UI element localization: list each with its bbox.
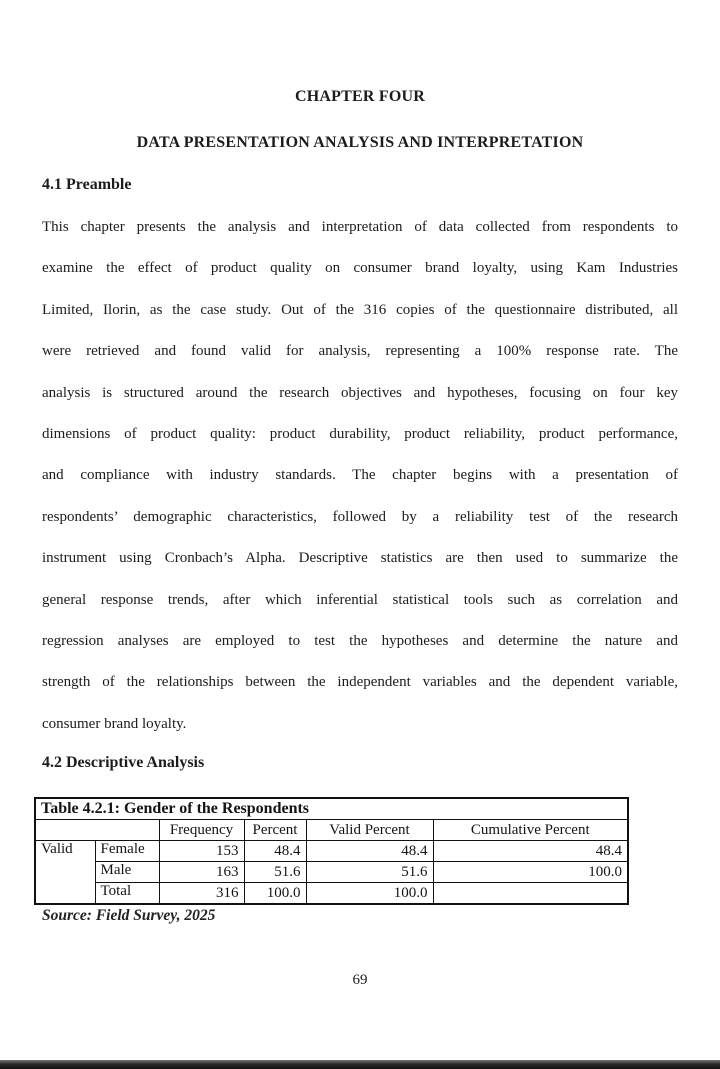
page-number: 69 xyxy=(352,972,368,988)
paragraph-line: respondents’ demographic characteristics, followed by a reliability test of the research xyxy=(42,508,678,525)
table-caption-row xyxy=(35,798,628,820)
group-valid-cell: Valid xyxy=(35,841,95,905)
row-label: Male xyxy=(95,862,159,883)
header-cumulative-percent: Cumulative Percent xyxy=(433,820,628,841)
cell-valid-percent: 100.0 xyxy=(306,883,433,905)
header-empty-cell xyxy=(35,820,159,841)
paragraph-line: regression analyses are employed to test the hypotheses and determine the nature and xyxy=(42,632,678,649)
cell-cumulative-percent: 48.4 xyxy=(433,841,628,862)
row-label: Total xyxy=(95,883,159,905)
paragraph-line: were retrieved and found valid for analysis, representing a 100% response rate. The xyxy=(42,343,678,360)
preamble-paragraph xyxy=(42,207,678,745)
paragraph-line: consumer brand loyalty. xyxy=(42,715,187,732)
cell-cumulative-percent: 100.0 xyxy=(433,862,628,883)
table-row-male xyxy=(35,862,628,883)
gender-respondents-table xyxy=(34,797,629,905)
cell-valid-percent: 48.4 xyxy=(306,841,433,862)
cell-percent: 51.6 xyxy=(244,862,306,883)
cell-percent: 100.0 xyxy=(244,883,306,905)
paragraph-line: Limited, Ilorin, as the case study. Out of the 316 copies of the questionnaire distributed, all xyxy=(42,301,678,318)
chapter-subtitle: DATA PRESENTATION ANALYSIS AND INTERPRETATION xyxy=(136,134,584,151)
bottom-edge-bar xyxy=(0,1060,720,1069)
paragraph-line: instrument using Cronbach’s Alpha. Descriptive statistics are then used to summarize the xyxy=(42,550,678,567)
paragraph-line: This chapter presents the analysis and interpretation of data collected from respondents to xyxy=(42,219,678,235)
table-source-note: Source: Field Survey, 2025 xyxy=(42,907,216,924)
header-percent: Percent xyxy=(244,820,306,841)
section-heading-preamble: 4.1 Preamble xyxy=(42,176,132,193)
table-row-female xyxy=(35,841,628,862)
paragraph-line: and compliance with industry standards. The chapter begins with a presentation of xyxy=(42,467,678,484)
row-label: Female xyxy=(95,841,159,862)
cell-valid-percent: 51.6 xyxy=(306,862,433,883)
paragraph-line: analysis is structured around the research objectives and hypotheses, focusing on four key xyxy=(42,384,678,401)
header-valid-percent: Valid Percent xyxy=(306,820,433,841)
cell-frequency: 153 xyxy=(159,841,244,862)
cell-percent: 48.4 xyxy=(244,841,306,862)
header-frequency: Frequency xyxy=(159,820,244,841)
table-header-row xyxy=(35,820,628,841)
section-heading-descriptive-analysis: 4.2 Descriptive Analysis xyxy=(42,754,205,771)
paragraph-line: dimensions of product quality: product durability, product reliability, product performance, xyxy=(42,425,678,442)
chapter-title: CHAPTER FOUR xyxy=(295,88,425,105)
paragraph-line: examine the effect of product quality on consumer brand loyalty, using Kam Industries xyxy=(42,260,678,277)
cell-frequency: 316 xyxy=(159,883,244,905)
table-caption: Table 4.2.1: Gender of the Respondents xyxy=(35,798,628,820)
paragraph-line: general response trends, after which inferential statistical tools such as correlation and xyxy=(42,591,678,608)
cell-frequency: 163 xyxy=(159,862,244,883)
cell-cumulative-percent xyxy=(433,883,628,905)
table-row-total xyxy=(35,883,628,905)
paragraph-line: strength of the relationships between the independent variables and the dependent variable, xyxy=(42,674,678,691)
